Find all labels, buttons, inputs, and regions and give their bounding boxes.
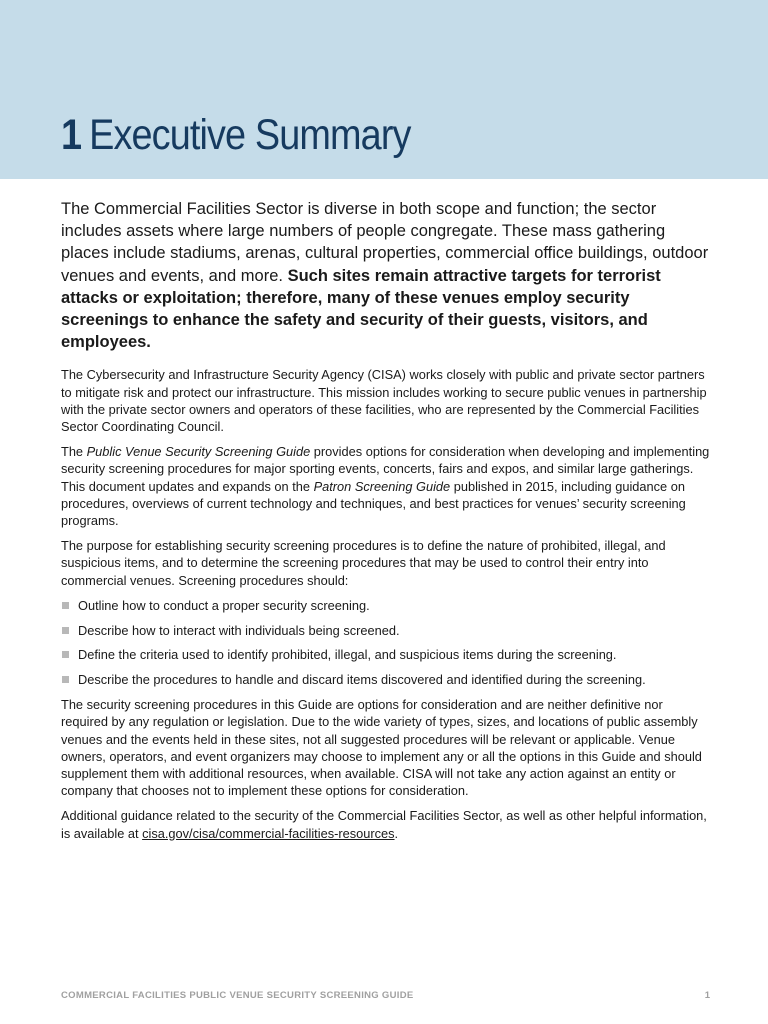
footer-page-number: 1 xyxy=(704,990,710,1001)
intro-text: The Commercial Facilities Sector is diverse in both scope and function; the sector includes assets where large numbers of people congregate. These mass gathering places include stadiums, arenas, cultural properties, commercial office buildings, outdoor venues and events, and more. xyxy=(61,200,709,285)
intro-end: . xyxy=(146,333,151,352)
p2-text-b: provides options for consideration when developing and implementing security screening procedures for major sporting events, concerts, fairs and expos, and similar large gatherings. This document updates and expands on the xyxy=(61,444,710,494)
bullet-square-icon xyxy=(62,627,69,634)
list-item-text: Describe how to interact with individuals being screened. xyxy=(78,622,400,638)
footer-document-title: COMMERCIAL FACILITIES PUBLIC VENUE SECURITY SCREENING GUIDE xyxy=(61,990,414,1001)
p2-text-a: The xyxy=(61,444,87,460)
p2-guide-title: Public Venue Security Screening Guide xyxy=(86,444,311,460)
list-item xyxy=(61,646,711,663)
list-item xyxy=(61,597,711,614)
paragraph-purpose: The purpose for establishing security screening procedures is to define the nature of prohibited, illegal, and suspicious items, and to determine the screening procedures that may be used to control their entry into commercial venues. Screening procedures should: xyxy=(61,538,666,588)
p5-text-a: Additional guidance related to the security of the Commercial Facilities Sector, as well as other helpful information, is available at xyxy=(61,808,707,841)
p5-text-b: . xyxy=(394,825,399,841)
list-item-text: Define the criteria used to identify prohibited, illegal, and suspicious items during the screening. xyxy=(78,647,617,663)
resources-link[interactable]: cisa.gov/cisa/commercial-facilities-resources xyxy=(142,825,395,841)
section-number: 1 xyxy=(61,111,82,159)
paragraph-cisa: The Cybersecurity and Infrastructure Security Agency (CISA) works closely with public and private sector partners to mitigate risk and protect our infrastructure. This mission includes working to secure public venues in partnership with the private sector owners and operators of these facilities, who are represented by the Commercial Facilities Sector Coordinating Council. xyxy=(61,367,707,435)
intro-paragraph xyxy=(61,198,711,353)
bullet-square-icon xyxy=(62,676,69,683)
list-item-text: Describe the procedures to handle and discard items discovered and identified during the screening. xyxy=(78,671,646,687)
list-item xyxy=(61,671,711,688)
paragraph-options: The security screening procedures in this Guide are options for consideration and are neither definitive nor required by any regulation or legislation. Due to the wide variety of types, sizes, and locations of public assembly venues and the events held in these sites, not all suggested procedures will be relevant or applicable. Venue owners, operators, and event organizers may choose to implement any or all the options in this Guide and should supplement them with additional resources, when available. CISA will not take any action against an entity or company that chooses not to implement these options for consideration. xyxy=(61,697,702,799)
list-item xyxy=(61,622,711,639)
section-title: Executive Summary xyxy=(89,111,411,159)
main-content xyxy=(61,198,711,850)
list-item-text: Outline how to conduct a proper security screening. xyxy=(78,597,370,613)
page-title xyxy=(61,106,411,164)
procedures-list xyxy=(61,597,711,688)
paragraph-additional-guidance xyxy=(61,807,711,841)
bullet-square-icon xyxy=(62,651,69,658)
bullet-square-icon xyxy=(62,602,69,609)
p2-text-c: published in 2015, including guidance on procedures, overviews of current technology and techniques, and best practices for venues’ security screening programs. xyxy=(61,478,686,529)
intro-bold-text: Such sites remain attractive targets for terrorist attacks or exploitation; therefore, many of these venues employ security screenings to enhance the safety and security of their guests, visitors, and employees xyxy=(61,266,661,352)
p2-previous-guide-title: Patron Screening Guide xyxy=(313,478,451,494)
paragraph-guide xyxy=(61,443,711,529)
